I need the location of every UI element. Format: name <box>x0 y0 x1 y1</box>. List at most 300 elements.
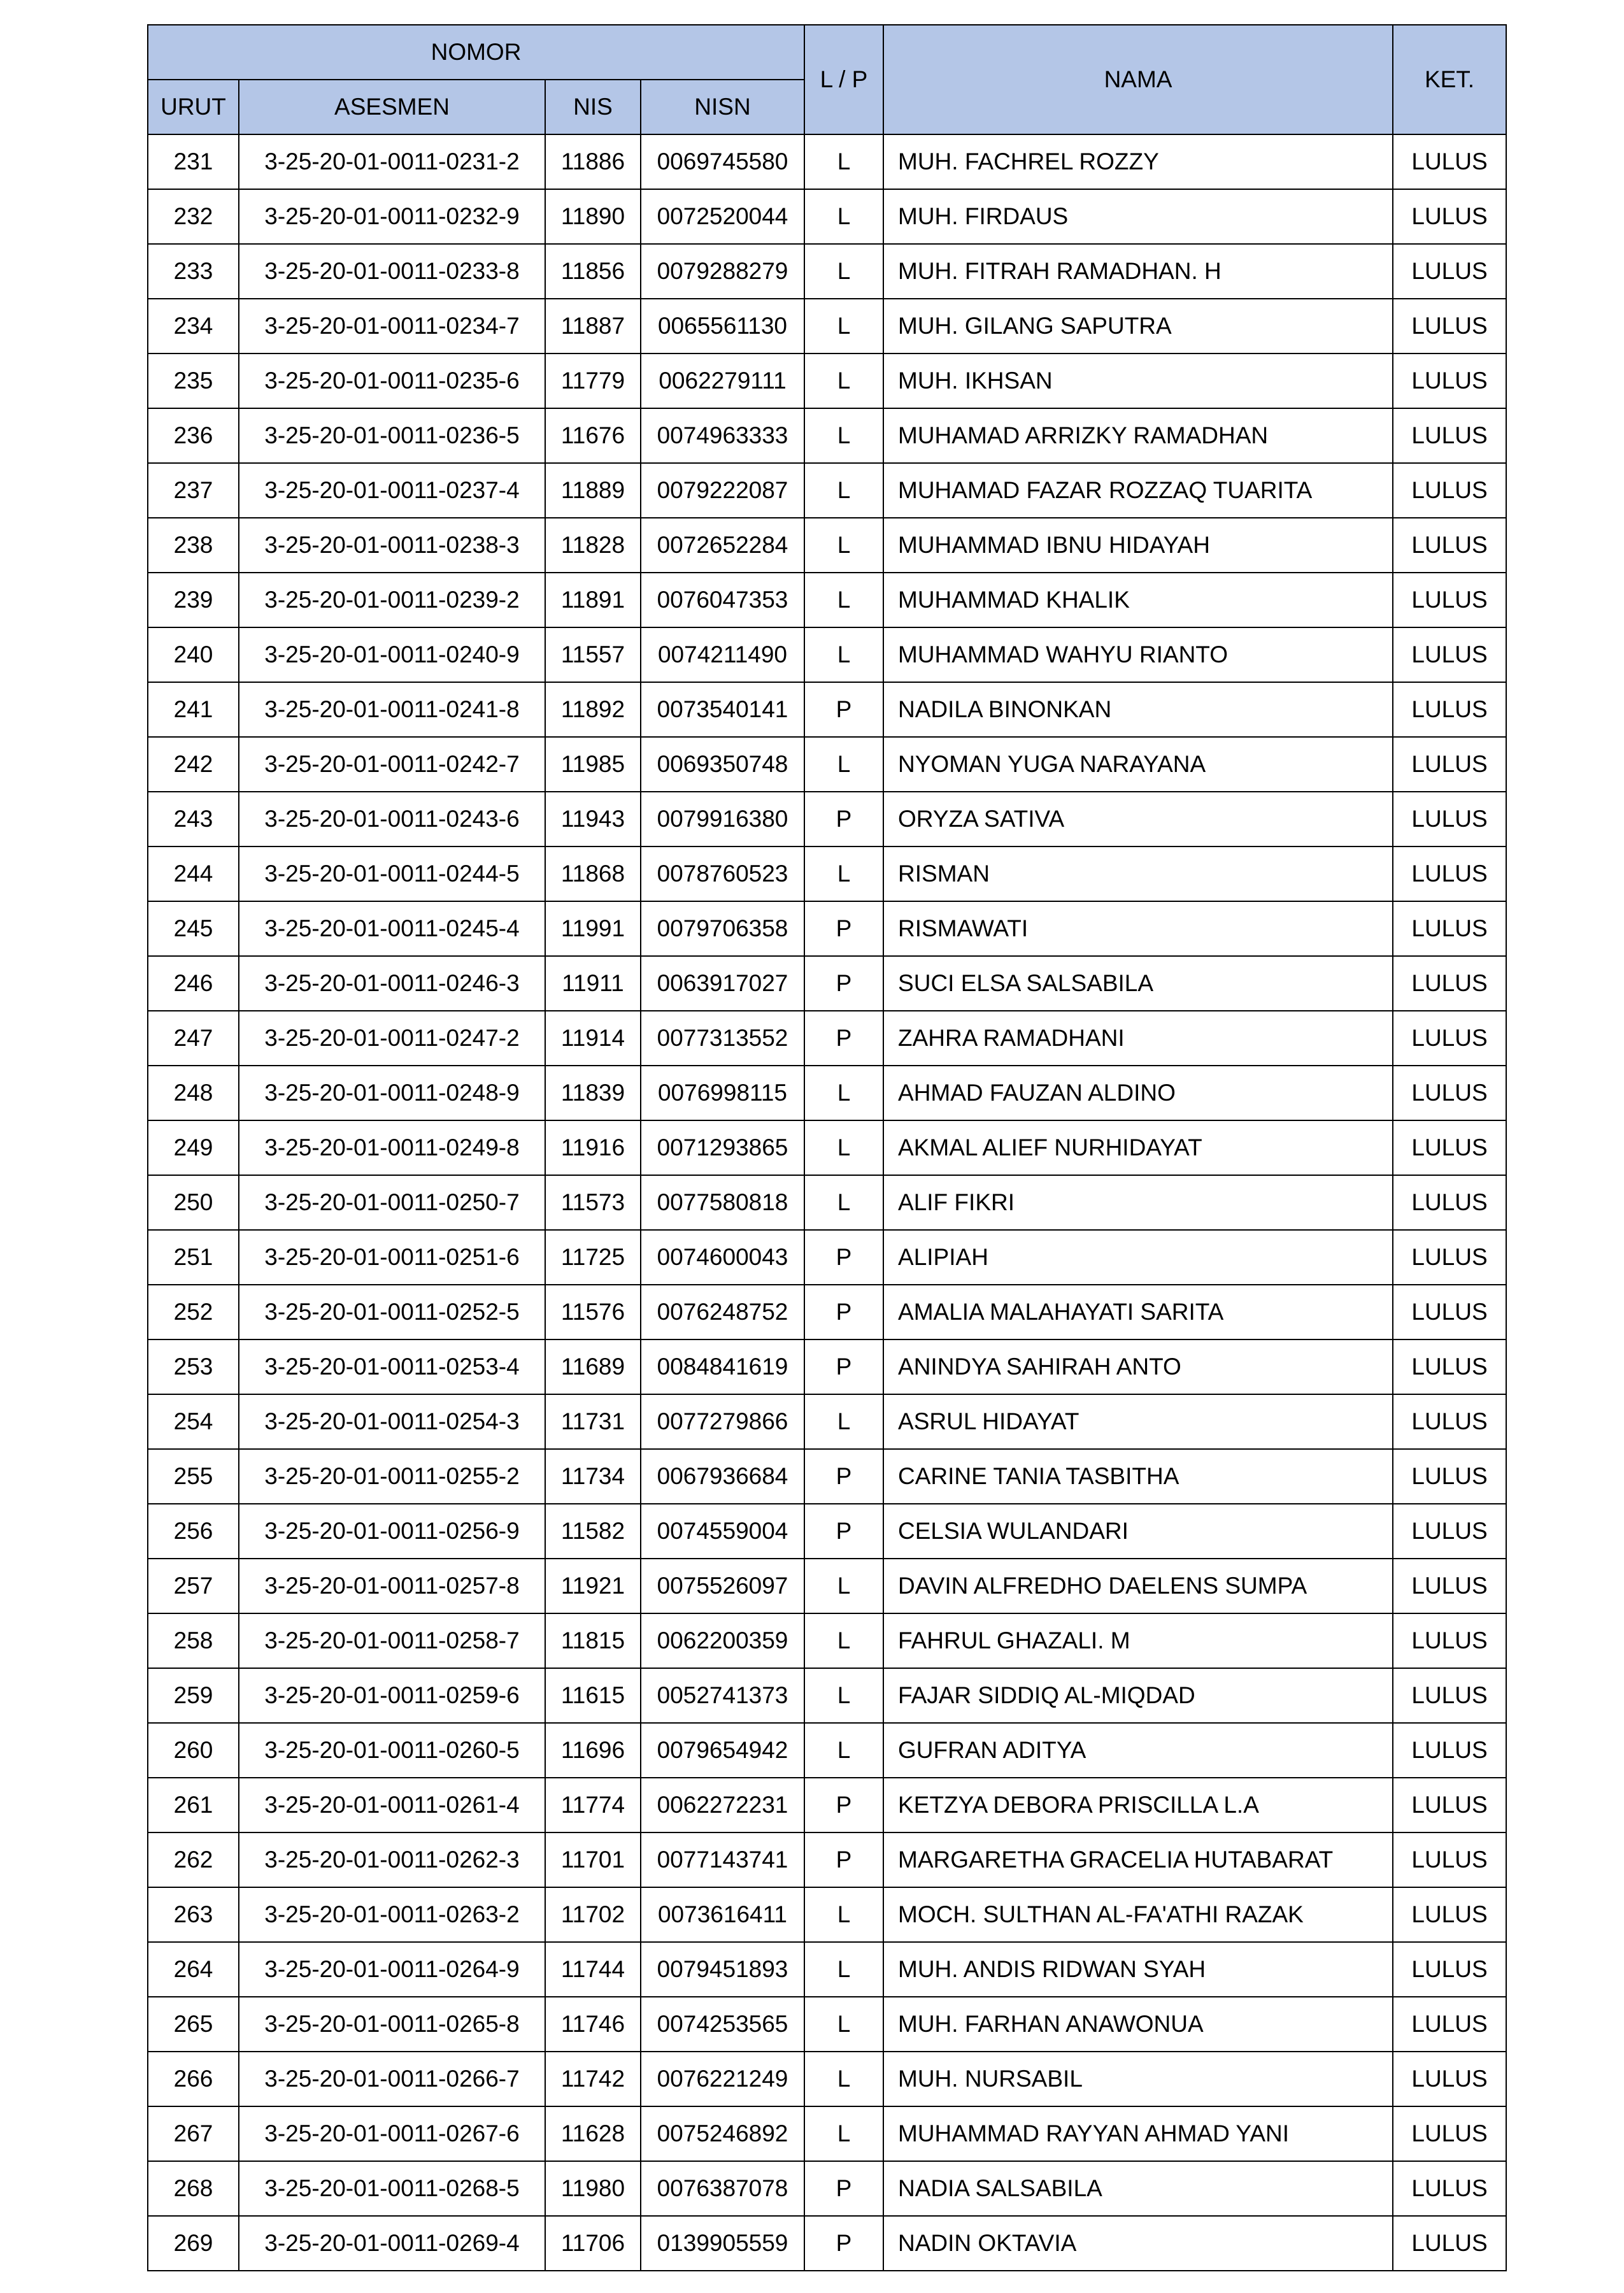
cell-keterangan: LULUS <box>1393 1778 1506 1832</box>
cell-gender: L <box>804 1942 883 1997</box>
table-row <box>148 737 1506 792</box>
cell-asesmen: 3-25-20-01-0011-0248-9 <box>239 1066 545 1120</box>
cell-urut: 267 <box>148 2106 239 2161</box>
cell-nisn: 0052741373 <box>641 1668 804 1723</box>
cell-asesmen: 3-25-20-01-0011-0251-6 <box>239 1230 545 1285</box>
cell-asesmen: 3-25-20-01-0011-0268-5 <box>239 2161 545 2216</box>
cell-asesmen: 3-25-20-01-0011-0258-7 <box>239 1613 545 1668</box>
cell-keterangan: LULUS <box>1393 1887 1506 1942</box>
cell-nisn: 0071293865 <box>641 1120 804 1175</box>
cell-gender: L <box>804 1120 883 1175</box>
cell-keterangan: LULUS <box>1393 627 1506 682</box>
table-row <box>148 901 1506 956</box>
cell-nis: 11774 <box>545 1778 641 1832</box>
cell-nis: 11702 <box>545 1887 641 1942</box>
cell-nis: 11985 <box>545 737 641 792</box>
cell-urut: 231 <box>148 134 239 189</box>
cell-urut: 263 <box>148 1887 239 1942</box>
cell-asesmen: 3-25-20-01-0011-0261-4 <box>239 1778 545 1832</box>
cell-keterangan: LULUS <box>1393 846 1506 901</box>
cell-nis: 11689 <box>545 1339 641 1394</box>
cell-nisn: 0074600043 <box>641 1230 804 1285</box>
cell-gender: P <box>804 1285 883 1339</box>
cell-keterangan: LULUS <box>1393 1285 1506 1339</box>
table-row <box>148 2052 1506 2106</box>
header-nomor: NOMOR <box>148 25 804 80</box>
cell-nama: MOCH. SULTHAN AL-FA'ATHI RAZAK <box>883 1887 1393 1942</box>
cell-nama: MUH. ANDIS RIDWAN SYAH <box>883 1942 1393 1997</box>
header-ket: KET. <box>1393 25 1506 134</box>
cell-gender: L <box>804 244 883 299</box>
cell-gender: P <box>804 2216 883 2271</box>
cell-asesmen: 3-25-20-01-0011-0244-5 <box>239 846 545 901</box>
cell-nis: 11576 <box>545 1285 641 1339</box>
cell-nis: 11696 <box>545 1723 641 1778</box>
cell-nama: SUCI ELSA SALSABILA <box>883 956 1393 1011</box>
cell-gender: L <box>804 1887 883 1942</box>
cell-keterangan: LULUS <box>1393 1449 1506 1504</box>
cell-gender: L <box>804 627 883 682</box>
cell-nis: 11701 <box>545 1832 641 1887</box>
table-row <box>148 244 1506 299</box>
cell-nama: MUH. GILANG SAPUTRA <box>883 299 1393 354</box>
cell-gender: P <box>804 1339 883 1394</box>
cell-keterangan: LULUS <box>1393 1230 1506 1285</box>
table-row <box>148 1066 1506 1120</box>
cell-nisn: 0075246892 <box>641 2106 804 2161</box>
cell-gender: P <box>804 1011 883 1066</box>
cell-urut: 241 <box>148 682 239 737</box>
cell-keterangan: LULUS <box>1393 1942 1506 1997</box>
cell-nis: 11706 <box>545 2216 641 2271</box>
table-row <box>148 408 1506 463</box>
cell-nis: 11746 <box>545 1997 641 2052</box>
table-row <box>148 463 1506 518</box>
cell-asesmen: 3-25-20-01-0011-0236-5 <box>239 408 545 463</box>
cell-gender: P <box>804 1449 883 1504</box>
cell-nisn: 0077143741 <box>641 1832 804 1887</box>
cell-urut: 252 <box>148 1285 239 1339</box>
cell-nisn: 0079916380 <box>641 792 804 846</box>
cell-gender: L <box>804 1559 883 1613</box>
cell-nis: 11676 <box>545 408 641 463</box>
cell-keterangan: LULUS <box>1393 1066 1506 1120</box>
cell-asesmen: 3-25-20-01-0011-0260-5 <box>239 1723 545 1778</box>
cell-nisn: 0065561130 <box>641 299 804 354</box>
table-row <box>148 627 1506 682</box>
cell-nama: ZAHRA RAMADHANI <box>883 1011 1393 1066</box>
cell-nama: CELSIA WULANDARI <box>883 1504 1393 1559</box>
cell-asesmen: 3-25-20-01-0011-0266-7 <box>239 2052 545 2106</box>
cell-gender: P <box>804 1230 883 1285</box>
cell-nama: ORYZA SATIVA <box>883 792 1393 846</box>
cell-gender: P <box>804 1832 883 1887</box>
cell-nama: CARINE TANIA TASBITHA <box>883 1449 1393 1504</box>
table-row <box>148 1120 1506 1175</box>
cell-keterangan: LULUS <box>1393 518 1506 573</box>
cell-keterangan: LULUS <box>1393 1175 1506 1230</box>
cell-urut: 239 <box>148 573 239 627</box>
cell-nama: NADILA BINONKAN <box>883 682 1393 737</box>
cell-asesmen: 3-25-20-01-0011-0239-2 <box>239 573 545 627</box>
cell-asesmen: 3-25-20-01-0011-0256-9 <box>239 1504 545 1559</box>
cell-asesmen: 3-25-20-01-0011-0250-7 <box>239 1175 545 1230</box>
table-row <box>148 1832 1506 1887</box>
cell-gender: P <box>804 792 883 846</box>
cell-nama: MUH. FARHAN ANAWONUA <box>883 1997 1393 2052</box>
table-row <box>148 299 1506 354</box>
cell-urut: 237 <box>148 463 239 518</box>
table-row <box>148 573 1506 627</box>
table-row <box>148 2161 1506 2216</box>
cell-keterangan: LULUS <box>1393 682 1506 737</box>
cell-keterangan: LULUS <box>1393 2106 1506 2161</box>
cell-asesmen: 3-25-20-01-0011-0232-9 <box>239 189 545 244</box>
cell-keterangan: LULUS <box>1393 408 1506 463</box>
table-row <box>148 1723 1506 1778</box>
cell-nis: 11573 <box>545 1175 641 1230</box>
cell-nis: 11891 <box>545 573 641 627</box>
cell-nisn: 0062272231 <box>641 1778 804 1832</box>
cell-nisn: 0072652284 <box>641 518 804 573</box>
cell-keterangan: LULUS <box>1393 956 1506 1011</box>
cell-asesmen: 3-25-20-01-0011-0262-3 <box>239 1832 545 1887</box>
cell-nis: 11943 <box>545 792 641 846</box>
table-row <box>148 1887 1506 1942</box>
cell-nama: MUH. IKHSAN <box>883 354 1393 408</box>
cell-asesmen: 3-25-20-01-0011-0241-8 <box>239 682 545 737</box>
cell-nis: 11890 <box>545 189 641 244</box>
cell-urut: 242 <box>148 737 239 792</box>
cell-nisn: 0079288279 <box>641 244 804 299</box>
cell-asesmen: 3-25-20-01-0011-0240-9 <box>239 627 545 682</box>
table-row <box>148 2216 1506 2271</box>
cell-nama: AKMAL ALIEF NURHIDAYAT <box>883 1120 1393 1175</box>
cell-nisn: 0069350748 <box>641 737 804 792</box>
cell-nama: MUH. FIRDAUS <box>883 189 1393 244</box>
cell-nama: ALIF FIKRI <box>883 1175 1393 1230</box>
cell-nama: DAVIN ALFREDHO DAELENS SUMPA <box>883 1559 1393 1613</box>
cell-nis: 11828 <box>545 518 641 573</box>
cell-nisn: 0076221249 <box>641 2052 804 2106</box>
cell-urut: 233 <box>148 244 239 299</box>
cell-nisn: 0062279111 <box>641 354 804 408</box>
cell-asesmen: 3-25-20-01-0011-0253-4 <box>239 1339 545 1394</box>
cell-nama: MUH. FITRAH RAMADHAN. H <box>883 244 1393 299</box>
header-nama: NAMA <box>883 25 1393 134</box>
cell-urut: 235 <box>148 354 239 408</box>
cell-gender: L <box>804 737 883 792</box>
cell-urut: 257 <box>148 1559 239 1613</box>
cell-nisn: 0075526097 <box>641 1559 804 1613</box>
cell-nis: 11557 <box>545 627 641 682</box>
table-row <box>148 1559 1506 1613</box>
cell-urut: 265 <box>148 1997 239 2052</box>
cell-nama: MUHAMMAD WAHYU RIANTO <box>883 627 1393 682</box>
cell-nama: ANINDYA SAHIRAH ANTO <box>883 1339 1393 1394</box>
header-urut: URUT <box>148 80 239 134</box>
cell-urut: 234 <box>148 299 239 354</box>
cell-nisn: 0073540141 <box>641 682 804 737</box>
cell-urut: 236 <box>148 408 239 463</box>
table-row <box>148 792 1506 846</box>
cell-nis: 11886 <box>545 134 641 189</box>
cell-urut: 248 <box>148 1066 239 1120</box>
cell-keterangan: LULUS <box>1393 1668 1506 1723</box>
cell-gender: L <box>804 1668 883 1723</box>
cell-urut: 262 <box>148 1832 239 1887</box>
cell-keterangan: LULUS <box>1393 1723 1506 1778</box>
cell-gender: L <box>804 1997 883 2052</box>
cell-gender: L <box>804 134 883 189</box>
cell-urut: 269 <box>148 2216 239 2271</box>
cell-gender: P <box>804 1504 883 1559</box>
cell-nis: 11744 <box>545 1942 641 1997</box>
cell-urut: 249 <box>148 1120 239 1175</box>
cell-gender: L <box>804 189 883 244</box>
cell-nama: MUH. NURSABIL <box>883 2052 1393 2106</box>
cell-nisn: 0077313552 <box>641 1011 804 1066</box>
cell-nis: 11868 <box>545 846 641 901</box>
cell-asesmen: 3-25-20-01-0011-0255-2 <box>239 1449 545 1504</box>
cell-asesmen: 3-25-20-01-0011-0247-2 <box>239 1011 545 1066</box>
cell-keterangan: LULUS <box>1393 2161 1506 2216</box>
cell-nama: AHMAD FAUZAN ALDINO <box>883 1066 1393 1120</box>
cell-nama: MUHAMMAD RAYYAN AHMAD YANI <box>883 2106 1393 2161</box>
cell-keterangan: LULUS <box>1393 1339 1506 1394</box>
table-row <box>148 846 1506 901</box>
cell-gender: L <box>804 354 883 408</box>
cell-nis: 11991 <box>545 901 641 956</box>
cell-nisn: 0078760523 <box>641 846 804 901</box>
cell-nama: FAHRUL GHAZALI. M <box>883 1613 1393 1668</box>
cell-urut: 254 <box>148 1394 239 1449</box>
cell-nama: GUFRAN ADITYA <box>883 1723 1393 1778</box>
cell-asesmen: 3-25-20-01-0011-0254-3 <box>239 1394 545 1449</box>
cell-urut: 253 <box>148 1339 239 1394</box>
cell-nis: 11914 <box>545 1011 641 1066</box>
cell-gender: L <box>804 408 883 463</box>
table-row <box>148 1504 1506 1559</box>
cell-asesmen: 3-25-20-01-0011-0233-8 <box>239 244 545 299</box>
cell-gender: L <box>804 299 883 354</box>
cell-nama: AMALIA MALAHAYATI SARITA <box>883 1285 1393 1339</box>
cell-nama: ASRUL HIDAYAT <box>883 1394 1393 1449</box>
cell-urut: 245 <box>148 901 239 956</box>
cell-asesmen: 3-25-20-01-0011-0235-6 <box>239 354 545 408</box>
table-row <box>148 1668 1506 1723</box>
cell-nama: MUHAMAD FAZAR ROZZAQ TUARITA <box>883 463 1393 518</box>
cell-urut: 243 <box>148 792 239 846</box>
cell-nisn: 0072520044 <box>641 189 804 244</box>
cell-keterangan: LULUS <box>1393 189 1506 244</box>
table-body <box>148 134 1506 2271</box>
cell-urut: 266 <box>148 2052 239 2106</box>
cell-asesmen: 3-25-20-01-0011-0267-6 <box>239 2106 545 2161</box>
cell-gender: L <box>804 1394 883 1449</box>
cell-urut: 256 <box>148 1504 239 1559</box>
cell-nis: 11911 <box>545 956 641 1011</box>
cell-urut: 259 <box>148 1668 239 1723</box>
cell-gender: L <box>804 463 883 518</box>
cell-keterangan: LULUS <box>1393 299 1506 354</box>
cell-nisn: 0063917027 <box>641 956 804 1011</box>
cell-keterangan: LULUS <box>1393 1613 1506 1668</box>
cell-keterangan: LULUS <box>1393 463 1506 518</box>
cell-asesmen: 3-25-20-01-0011-0242-7 <box>239 737 545 792</box>
cell-nisn: 0084841619 <box>641 1339 804 1394</box>
header-asesmen: ASESMEN <box>239 80 545 134</box>
cell-gender: L <box>804 2052 883 2106</box>
cell-nama: NYOMAN YUGA NARAYANA <box>883 737 1393 792</box>
cell-nisn: 0062200359 <box>641 1613 804 1668</box>
cell-keterangan: LULUS <box>1393 1394 1506 1449</box>
cell-nis: 11582 <box>545 1504 641 1559</box>
table-row <box>148 1175 1506 1230</box>
table-row <box>148 956 1506 1011</box>
cell-nama: MUH. FACHREL ROZZY <box>883 134 1393 189</box>
cell-nis: 11734 <box>545 1449 641 1504</box>
cell-nama: MUHAMMAD IBNU HIDAYAH <box>883 518 1393 573</box>
cell-keterangan: LULUS <box>1393 354 1506 408</box>
cell-nama: MUHAMMAD KHALIK <box>883 573 1393 627</box>
table-row <box>148 1394 1506 1449</box>
cell-asesmen: 3-25-20-01-0011-0257-8 <box>239 1559 545 1613</box>
cell-keterangan: LULUS <box>1393 1504 1506 1559</box>
cell-keterangan: LULUS <box>1393 244 1506 299</box>
cell-gender: P <box>804 1778 883 1832</box>
cell-urut: 240 <box>148 627 239 682</box>
cell-nisn: 0079222087 <box>641 463 804 518</box>
cell-gender: L <box>804 846 883 901</box>
cell-urut: 261 <box>148 1778 239 1832</box>
cell-keterangan: LULUS <box>1393 1997 1506 2052</box>
cell-urut: 258 <box>148 1613 239 1668</box>
cell-nisn: 0076047353 <box>641 573 804 627</box>
cell-nis: 11742 <box>545 2052 641 2106</box>
cell-urut: 255 <box>148 1449 239 1504</box>
cell-gender: P <box>804 682 883 737</box>
cell-nisn: 0069745580 <box>641 134 804 189</box>
cell-nama: NADIN OKTAVIA <box>883 2216 1393 2271</box>
cell-asesmen: 3-25-20-01-0011-0237-4 <box>239 463 545 518</box>
table-header <box>148 25 1506 134</box>
cell-asesmen: 3-25-20-01-0011-0263-2 <box>239 1887 545 1942</box>
cell-nis: 11615 <box>545 1668 641 1723</box>
cell-asesmen: 3-25-20-01-0011-0231-2 <box>239 134 545 189</box>
cell-nisn: 0079706358 <box>641 901 804 956</box>
cell-urut: 247 <box>148 1011 239 1066</box>
header-nis: NIS <box>545 80 641 134</box>
cell-gender: L <box>804 1613 883 1668</box>
cell-nisn: 0076248752 <box>641 1285 804 1339</box>
cell-keterangan: LULUS <box>1393 134 1506 189</box>
cell-nama: NADIA SALSABILA <box>883 2161 1393 2216</box>
table-row <box>148 189 1506 244</box>
cell-urut: 264 <box>148 1942 239 1997</box>
table-row <box>148 1942 1506 1997</box>
cell-keterangan: LULUS <box>1393 901 1506 956</box>
table-row <box>148 1778 1506 1832</box>
table-row <box>148 1997 1506 2052</box>
cell-gender: P <box>804 956 883 1011</box>
cell-nisn: 0067936684 <box>641 1449 804 1504</box>
cell-nama: ALIPIAH <box>883 1230 1393 1285</box>
table-row <box>148 2106 1506 2161</box>
cell-nama: KETZYA DEBORA PRISCILLA L.A <box>883 1778 1393 1832</box>
cell-nis: 11892 <box>545 682 641 737</box>
cell-gender: L <box>804 1723 883 1778</box>
cell-nis: 11980 <box>545 2161 641 2216</box>
cell-nama: MARGARETHA GRACELIA HUTABARAT <box>883 1832 1393 1887</box>
cell-gender: L <box>804 573 883 627</box>
cell-nisn: 0074253565 <box>641 1997 804 2052</box>
cell-urut: 251 <box>148 1230 239 1285</box>
cell-nis: 11856 <box>545 244 641 299</box>
cell-keterangan: LULUS <box>1393 1559 1506 1613</box>
cell-nama: MUHAMAD ARRIZKY RAMADHAN <box>883 408 1393 463</box>
table-row <box>148 1339 1506 1394</box>
cell-nisn: 0073616411 <box>641 1887 804 1942</box>
table-row <box>148 1011 1506 1066</box>
cell-nis: 11887 <box>545 299 641 354</box>
cell-keterangan: LULUS <box>1393 2052 1506 2106</box>
cell-nis: 11921 <box>545 1559 641 1613</box>
cell-gender: L <box>804 518 883 573</box>
cell-gender: L <box>804 2106 883 2161</box>
cell-nisn: 0077580818 <box>641 1175 804 1230</box>
cell-nama: FAJAR SIDDIQ AL-MIQDAD <box>883 1668 1393 1723</box>
cell-nisn: 0077279866 <box>641 1394 804 1449</box>
cell-nisn: 0074559004 <box>641 1504 804 1559</box>
cell-asesmen: 3-25-20-01-0011-0243-6 <box>239 792 545 846</box>
table-row <box>148 1230 1506 1285</box>
cell-urut: 268 <box>148 2161 239 2216</box>
cell-nis: 11916 <box>545 1120 641 1175</box>
cell-keterangan: LULUS <box>1393 737 1506 792</box>
cell-urut: 238 <box>148 518 239 573</box>
cell-nisn: 0076387078 <box>641 2161 804 2216</box>
cell-gender: P <box>804 901 883 956</box>
cell-keterangan: LULUS <box>1393 1120 1506 1175</box>
header-nisn: NISN <box>641 80 804 134</box>
cell-asesmen: 3-25-20-01-0011-0265-8 <box>239 1997 545 2052</box>
table-row <box>148 354 1506 408</box>
table-row <box>148 1449 1506 1504</box>
cell-nis: 11725 <box>545 1230 641 1285</box>
table-row <box>148 682 1506 737</box>
cell-nis: 11628 <box>545 2106 641 2161</box>
cell-nis: 11731 <box>545 1394 641 1449</box>
cell-asesmen: 3-25-20-01-0011-0234-7 <box>239 299 545 354</box>
table-row <box>148 518 1506 573</box>
cell-keterangan: LULUS <box>1393 2216 1506 2271</box>
cell-nis: 11889 <box>545 463 641 518</box>
cell-asesmen: 3-25-20-01-0011-0264-9 <box>239 1942 545 1997</box>
cell-nis: 11779 <box>545 354 641 408</box>
cell-asesmen: 3-25-20-01-0011-0249-8 <box>239 1120 545 1175</box>
cell-asesmen: 3-25-20-01-0011-0238-3 <box>239 518 545 573</box>
cell-urut: 244 <box>148 846 239 901</box>
table-row <box>148 1613 1506 1668</box>
cell-nisn: 0079654942 <box>641 1723 804 1778</box>
cell-asesmen: 3-25-20-01-0011-0259-6 <box>239 1668 545 1723</box>
cell-keterangan: LULUS <box>1393 1011 1506 1066</box>
cell-gender: L <box>804 1175 883 1230</box>
cell-asesmen: 3-25-20-01-0011-0269-4 <box>239 2216 545 2271</box>
cell-gender: L <box>804 1066 883 1120</box>
header-lp: L / P <box>804 25 883 134</box>
